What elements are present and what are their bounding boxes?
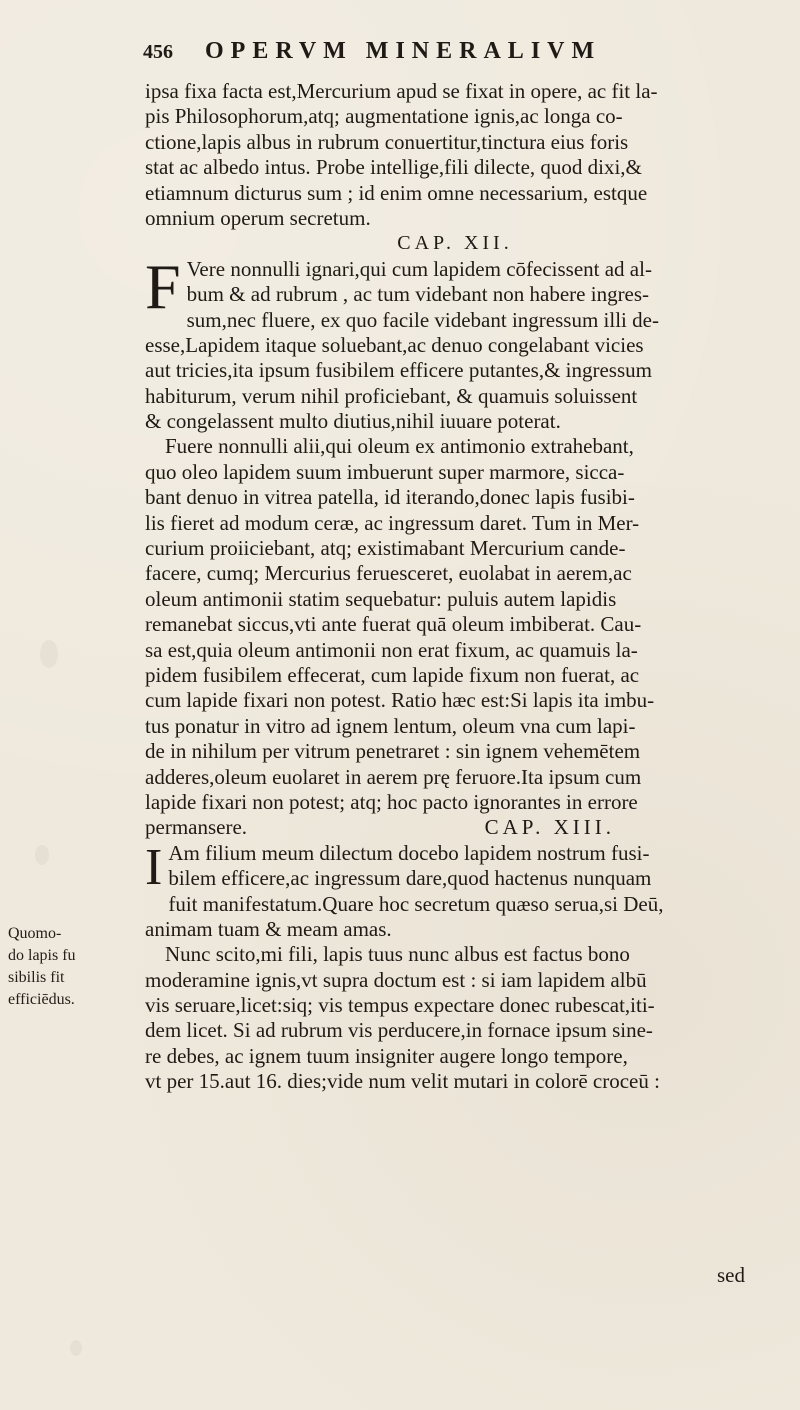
text-line: omnium operum secretum. — [145, 205, 371, 230]
text-line: Vere nonnulli ignari,qui cum lapidem cōfecissent ad al- — [186, 256, 652, 281]
text-line: quo oleo lapidem suum imbuerunt super marmore, sicca- — [145, 459, 625, 484]
text-line: de in nihilum per vitrum penetraret : sin ignem vehemētem — [145, 739, 641, 764]
text-line: bant denuo in vitrea patella, id iterando,donec lapis fusibi- — [145, 485, 635, 510]
margin-note — [8, 923, 134, 1011]
paragraph-chapter-xii — [145, 250, 765, 435]
text-line: tus ponatur in vitro ad ignem lentum, oleum vna cum lapi- — [145, 713, 636, 738]
paragraph-chapter-xiii — [145, 838, 765, 943]
paper-stain — [40, 640, 58, 668]
chapter-heading-xiii: CAP. XIII. — [484, 815, 615, 840]
text-line: pis Philosophorum,atq; augmentatione ignis,ac longa co- — [145, 104, 623, 129]
paper-stain — [35, 845, 49, 865]
margin-note-line: sibilis fit — [8, 969, 65, 986]
text-line: oleum antimonii statim sequebatur: puluis autem lapidis — [145, 586, 617, 611]
text-line: bum & ad rubrum , ac tum videbant non habere ingres- — [186, 282, 650, 307]
text-line: stat ac albedo intus. Probe intellige,fili dilecte, quod dixi,& — [145, 155, 642, 180]
text-line: fuit manifestatum.Quare hoc secretum quæso serua,si Deū, — [168, 891, 664, 916]
text-line: re debes, ac ignem tuum insigniter augere longo tempore, — [145, 1043, 628, 1068]
text-line: etiamnum dicturus sum ; id enim omne necessarium, estque — [145, 180, 648, 205]
text-line: habiturum, verum nihil proficiebant, & quamuis soluissent — [145, 383, 638, 408]
running-title: OPERVM MINERALIVM — [205, 38, 602, 64]
drop-cap: F — [145, 250, 181, 322]
text-line: adderes,oleum euolaret in aerem prę feruore.Ita ipsum cum — [145, 764, 642, 789]
text-line: cum lapide fixari non potest. Ratio hæc est:Si lapis ita imbu- — [145, 688, 655, 713]
text-line — [145, 815, 765, 840]
page-header — [143, 34, 763, 68]
text-line: pidem fusibilem effecerat, cum lapide fixum non fuerat, ac — [145, 662, 640, 687]
text-line: sa est,quia oleum antimonii non erat fixum, ac quamuis la- — [145, 637, 638, 662]
drop-cap: I — [145, 838, 163, 896]
text-line: bilem efficere,ac ingressum dare,quod hactenus nunquam — [168, 866, 652, 891]
margin-note-line: Quomo- — [8, 925, 62, 942]
text-line: dem licet. Si ad rubrum vis perducere,in fornace ipsum sine- — [145, 1018, 653, 1043]
text-line: ipsa fixa facta est,Mercurium apud se fixat in opere, ac fit la- — [145, 79, 658, 103]
text-line: moderamine ignis,vt supra doctum est : si iam lapidem albū — [145, 967, 647, 992]
text-line: lis fieret ad modum ceræ, ac ingressum daret. Tum in Mer- — [145, 510, 640, 535]
text-line: facere, cumq; Mercurius feruesceret, euolabat in aerem,ac — [145, 561, 632, 586]
text-line: ctione,lapis albus in rubrum conuertitur,tinctura eius foris — [145, 129, 629, 154]
text-line: curium proiiciebant, atq; existimabant Mercurium cande- — [145, 536, 626, 561]
text-line: esse,Lapidem itaque soluebant,ac denuo congelabant vicies — [145, 332, 644, 357]
paragraph-white-stone — [145, 942, 765, 1094]
text-line: lapide fixari non potest; atq; hoc pacto ignorantes in errore — [145, 789, 638, 814]
margin-note-line: do lapis fu — [8, 947, 76, 964]
text-line: sum,nec fluere, ex quo facile videbant ingressum illi de- — [186, 307, 659, 332]
text-line: & congelassent multo diutius,nihil iuuare poterat. — [145, 409, 561, 434]
text-line: animam tuam & meam amas. — [145, 916, 392, 941]
text-line: Nunc scito,mi fili, lapis tuus nunc albus est factus bono — [165, 942, 630, 967]
text-line: Am filium meum dilectum docebo lapidem nostrum fusi- — [168, 840, 650, 865]
margin-note-line: efficiēdus. — [8, 991, 75, 1008]
text-fragment: permansere. — [145, 815, 248, 840]
page-number: 456 — [143, 41, 173, 63]
catchword: sed — [717, 1263, 745, 1287]
paper-stain — [70, 1340, 82, 1356]
main-text — [145, 79, 765, 1095]
text-line: vt per 15.aut 16. dies;vide num velit mutari in colorē croceū : — [145, 1069, 660, 1094]
paragraph-antimony — [145, 434, 765, 840]
text-line: vis seruare,licet:siq; vis tempus expectare donec rubescat,iti- — [145, 993, 655, 1018]
chapter-heading-xii: CAP. XII. — [397, 232, 513, 255]
text-line: aut tricies,ita ipsum fusibilem efficere putantes,& ingressum — [145, 358, 652, 383]
text-line: remanebat siccus,vti ante fuerat quā oleum imbiberat. Cau- — [145, 612, 642, 637]
text-line: Fuere nonnulli alii,qui oleum ex antimonio extrahebant, — [165, 434, 634, 459]
